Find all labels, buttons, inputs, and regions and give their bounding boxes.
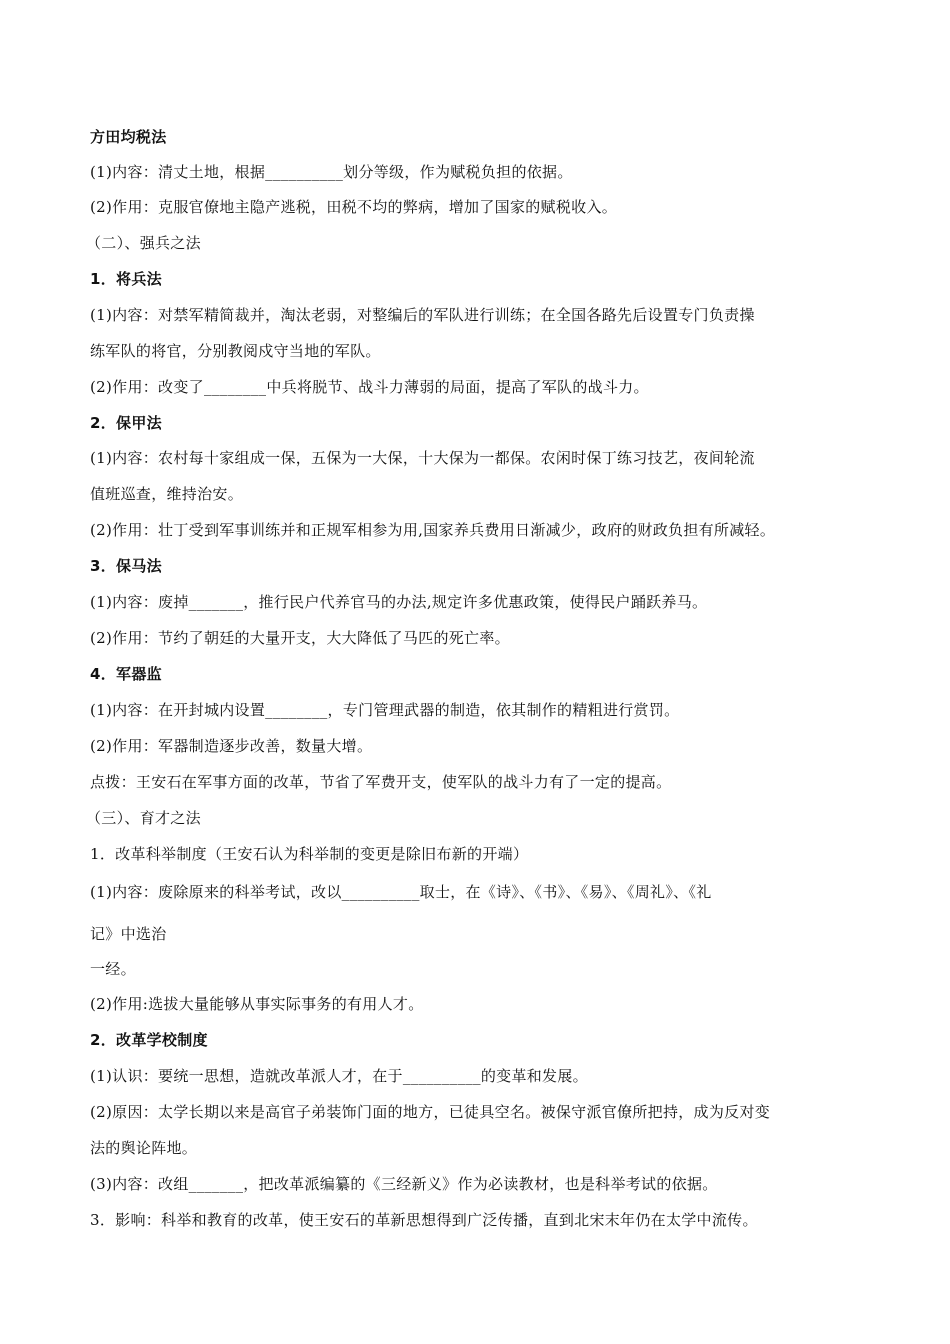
section-heading: （二）、强兵之法 — [86, 234, 201, 252]
heading-fangtian: 方田均税法 — [90, 128, 167, 146]
paragraph: (2)作用：克服官僚地主隐产逃税，田税不均的弊病，增加了国家的赋税收入。 — [90, 198, 618, 216]
heading-baoma: 3．保马法 — [90, 557, 162, 575]
paragraph: 记》中选治 — [90, 925, 167, 943]
heading-jiangbing: 1．将兵法 — [90, 270, 162, 288]
paragraph: 3．影响：科举和教育的改革，使王安石的革新思想得到广泛传播，直到北宋末年仍在太学中流传。 — [90, 1211, 758, 1229]
paragraph: (2)原因：太学长期以来是高官子弟装饰门面的地方，已徒具空名。被保守派官僚所把持，成为反对变 — [90, 1103, 771, 1121]
paragraph: (3)内容：改组_______，把改革派编纂的《三经新义》作为必读教材，也是科举考试的依据。 — [90, 1175, 718, 1193]
paragraph: (1)内容：清丈土地，根据__________划分等级，作为赋税负担的依据。 — [90, 163, 573, 181]
paragraph: 点拨：王安石在军事方面的改革，节省了军费开支，使军队的战斗力有了一定的提高。 — [90, 773, 672, 791]
heading-baojia: 2．保甲法 — [90, 414, 162, 432]
paragraph: (2)作用：节约了朝廷的大量开支，大大降低了马匹的死亡率。 — [90, 629, 510, 647]
paragraph: 值班巡查，维持治安。 — [90, 485, 244, 503]
paragraph: (2)作用:选拔大量能够从事实际事务的有用人才。 — [90, 995, 424, 1013]
paragraph: (2)作用：军器制造逐步改善，数量大增。 — [90, 737, 373, 755]
paragraph: 法的舆论阵地。 — [90, 1139, 198, 1157]
paragraph: (1)内容：废除原来的科举考试，改以__________取士，在《诗》、《书》、《易》、《周礼》、《礼 — [90, 883, 712, 901]
heading-keju: 1．改革科举制度（王安石认为科举制的变更是除旧布新的开端） — [90, 845, 529, 863]
heading-xuexiao: 2．改革学校制度 — [90, 1031, 208, 1049]
paragraph: (2)作用：壮丁受到军事训练并和正规军相参为用,国家养兵费用日渐减少，政府的财政负担有所减轻。 — [90, 521, 776, 539]
paragraph: (1)认识：要统一思想，造就改革派人才，在于__________的变革和发展。 — [90, 1067, 588, 1085]
section-heading: （三）、育才之法 — [86, 809, 201, 827]
paragraph: 练军队的将官，分别教阅戍守当地的军队。 — [90, 342, 381, 360]
paragraph: 一经。 — [90, 960, 136, 978]
paragraph: (1)内容：对禁军精简裁并，淘汰老弱，对整编后的军队进行训练；在全国各路先后设置专门负责操 — [90, 306, 755, 324]
paragraph: (1)内容：农村每十家组成一保，五保为一大保，十大保为一都保。农闲时保丁练习技艺，夜间轮流 — [90, 449, 755, 467]
heading-junqijian: 4．军器监 — [90, 665, 162, 683]
paragraph: (1)内容：废掉_______，推行民户代养官马的办法,规定许多优惠政策，使得民户踊跃养马。 — [90, 593, 708, 611]
paragraph: (1)内容：在开封城内设置________，专门管理武器的制造，依其制作的精粗进行赏罚。 — [90, 701, 680, 719]
paragraph: (2)作用：改变了________中兵将脱节、战斗力薄弱的局面，提高了军队的战斗力。 — [90, 378, 649, 396]
